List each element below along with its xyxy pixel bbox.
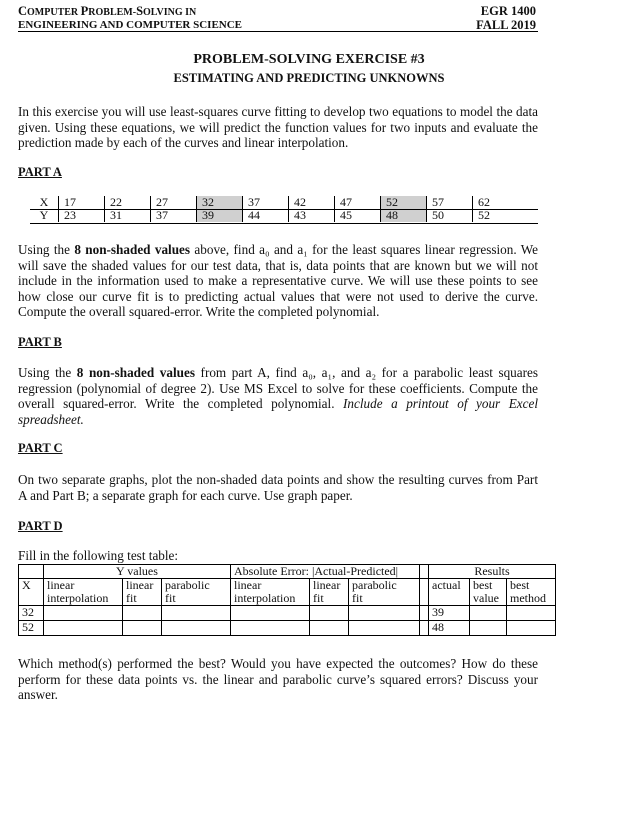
cell-best-value[interactable] — [470, 621, 507, 636]
intro-paragraph: In this exercise you will use least-squares curve fitting to develop two equations to model the data given. Using these equations, we will predict the function values for two inputs and evaluate the prediction made by each of the curves and linear interpolation. — [18, 104, 538, 150]
course-term: FALL 2019 — [476, 18, 536, 32]
row-x: 32 — [19, 606, 44, 621]
y-value: 44 — [243, 209, 289, 222]
test-table — [18, 564, 556, 636]
header-rule — [18, 31, 538, 32]
col-x: X — [19, 579, 44, 606]
group-header-row — [19, 565, 556, 579]
course-title: COMPUTER PROBLEM-SOLVING IN — [18, 4, 197, 18]
y-label: Y — [39, 208, 49, 222]
part-a-heading: PART A — [18, 165, 62, 179]
y-values-header: Y values — [44, 565, 231, 579]
table-row — [19, 621, 556, 636]
cell-linear-fit[interactable] — [123, 621, 162, 636]
course-code: EGR 1400 — [480, 4, 536, 18]
x-value: 27 — [151, 196, 197, 209]
cell-linear-interpolation[interactable] — [44, 621, 123, 636]
part-d-heading: PART D — [18, 519, 63, 533]
x-value: 37 — [243, 196, 289, 209]
results-header: Results — [429, 565, 556, 579]
col-best-method: best method — [507, 579, 556, 606]
exercise-subtitle: ESTIMATING AND PREDICTING UNKNOWNS — [173, 71, 445, 85]
x-row — [30, 196, 518, 209]
part-b-heading: PART B — [18, 335, 62, 349]
part-d-intro: Fill in the following test table: — [18, 548, 179, 563]
row-x: 52 — [19, 621, 44, 636]
col-best-value: best value — [470, 579, 507, 606]
x-value: 47 — [335, 196, 381, 209]
y-value-shaded: 39 — [197, 209, 243, 222]
y-value: 45 — [335, 209, 381, 222]
cell-err-linear-fit[interactable] — [310, 606, 349, 621]
closing-paragraph: Which method(s) performed the best? Would you have expected the outcomes? How do these perform for these data points vs. the linear and parabolic curve’s squared errors? Discuss your answer. — [18, 656, 538, 702]
y-value: 43 — [289, 209, 335, 222]
x-label: X — [39, 195, 49, 209]
row-actual: 48 — [429, 621, 470, 636]
row-actual: 39 — [429, 606, 470, 621]
y-value-shaded: 48 — [381, 209, 427, 222]
y-value: 31 — [105, 209, 151, 222]
x-value: 22 — [105, 196, 151, 209]
cell-parabolic-fit[interactable] — [162, 621, 231, 636]
cell-err-linear-interpolation[interactable] — [231, 621, 310, 636]
col-linear-interpolation: linear interpolation — [44, 579, 123, 606]
y-value: 50 — [427, 209, 473, 222]
part-c-heading: PART C — [18, 441, 63, 455]
cell-err-parabolic-fit[interactable] — [349, 621, 420, 636]
table-bottom-rule — [30, 223, 538, 224]
cell-best-value[interactable] — [470, 606, 507, 621]
col-linear-fit: linear fit — [123, 579, 162, 606]
part-c-paragraph: On two separate graphs, plot the non-shaded data points and show the resulting curves from Part A and Part B; a separate graph for each curve. Use graph paper. — [18, 472, 538, 503]
x-value-shaded: 32 — [197, 196, 243, 209]
cell-linear-fit[interactable] — [123, 606, 162, 621]
y-value: 37 — [151, 209, 197, 222]
cell-best-method[interactable] — [507, 621, 556, 636]
cell-best-method[interactable] — [507, 606, 556, 621]
y-value: 23 — [59, 209, 105, 222]
x-value: 57 — [427, 196, 473, 209]
cell-linear-interpolation[interactable] — [44, 606, 123, 621]
part-a-paragraph: Using the 8 non-shaded values above, find a₀ and a₁ for the least squares linear regression. We will save the shaded values for our test data, that is, data points that are known but we will not include in the information used to make a representative curve. We will use these points to see how close our curve fit is to predicting actual values that were not used to derive the curve. Compute the overall squared-error. Write the completed polynomial. — [18, 242, 538, 319]
col-actual: actual — [429, 579, 470, 606]
table-row — [19, 606, 556, 621]
y-value: 52 — [473, 209, 519, 222]
col-parabolic-fit: parabolic fit — [162, 579, 231, 606]
col-err-linear-interpolation: linear interpolation — [231, 579, 310, 606]
course-subtitle: ENGINEERING AND COMPUTER SCIENCE — [18, 19, 243, 31]
x-value-shaded: 52 — [381, 196, 427, 209]
col-err-parabolic-fit: parabolic fit — [349, 579, 420, 606]
col-err-linear-fit: linear fit — [310, 579, 349, 606]
x-value: 62 — [473, 196, 519, 209]
cell-err-linear-fit[interactable] — [310, 621, 349, 636]
x-value: 42 — [289, 196, 335, 209]
cell-err-parabolic-fit[interactable] — [349, 606, 420, 621]
part-b-paragraph: Using the 8 non-shaded values from part A, find a₀, a₁, and a₂ for a parabolic least squares regression (polynomial of degree 2). Use MS Excel to solve for these coefficients. Compute the overall squared-error. Write the completed polynomial. Include a printout of your Excel spreadsheet. — [18, 365, 538, 427]
x-value: 17 — [59, 196, 105, 209]
cell-err-linear-interpolation[interactable] — [231, 606, 310, 621]
column-header-row — [19, 579, 556, 606]
exercise-title: PROBLEM-SOLVING EXERCISE #3 — [193, 52, 425, 67]
cell-parabolic-fit[interactable] — [162, 606, 231, 621]
table-divider — [30, 209, 538, 210]
abs-error-header: Absolute Error: |Actual-Predicted| — [231, 565, 420, 579]
y-row — [30, 209, 518, 222]
